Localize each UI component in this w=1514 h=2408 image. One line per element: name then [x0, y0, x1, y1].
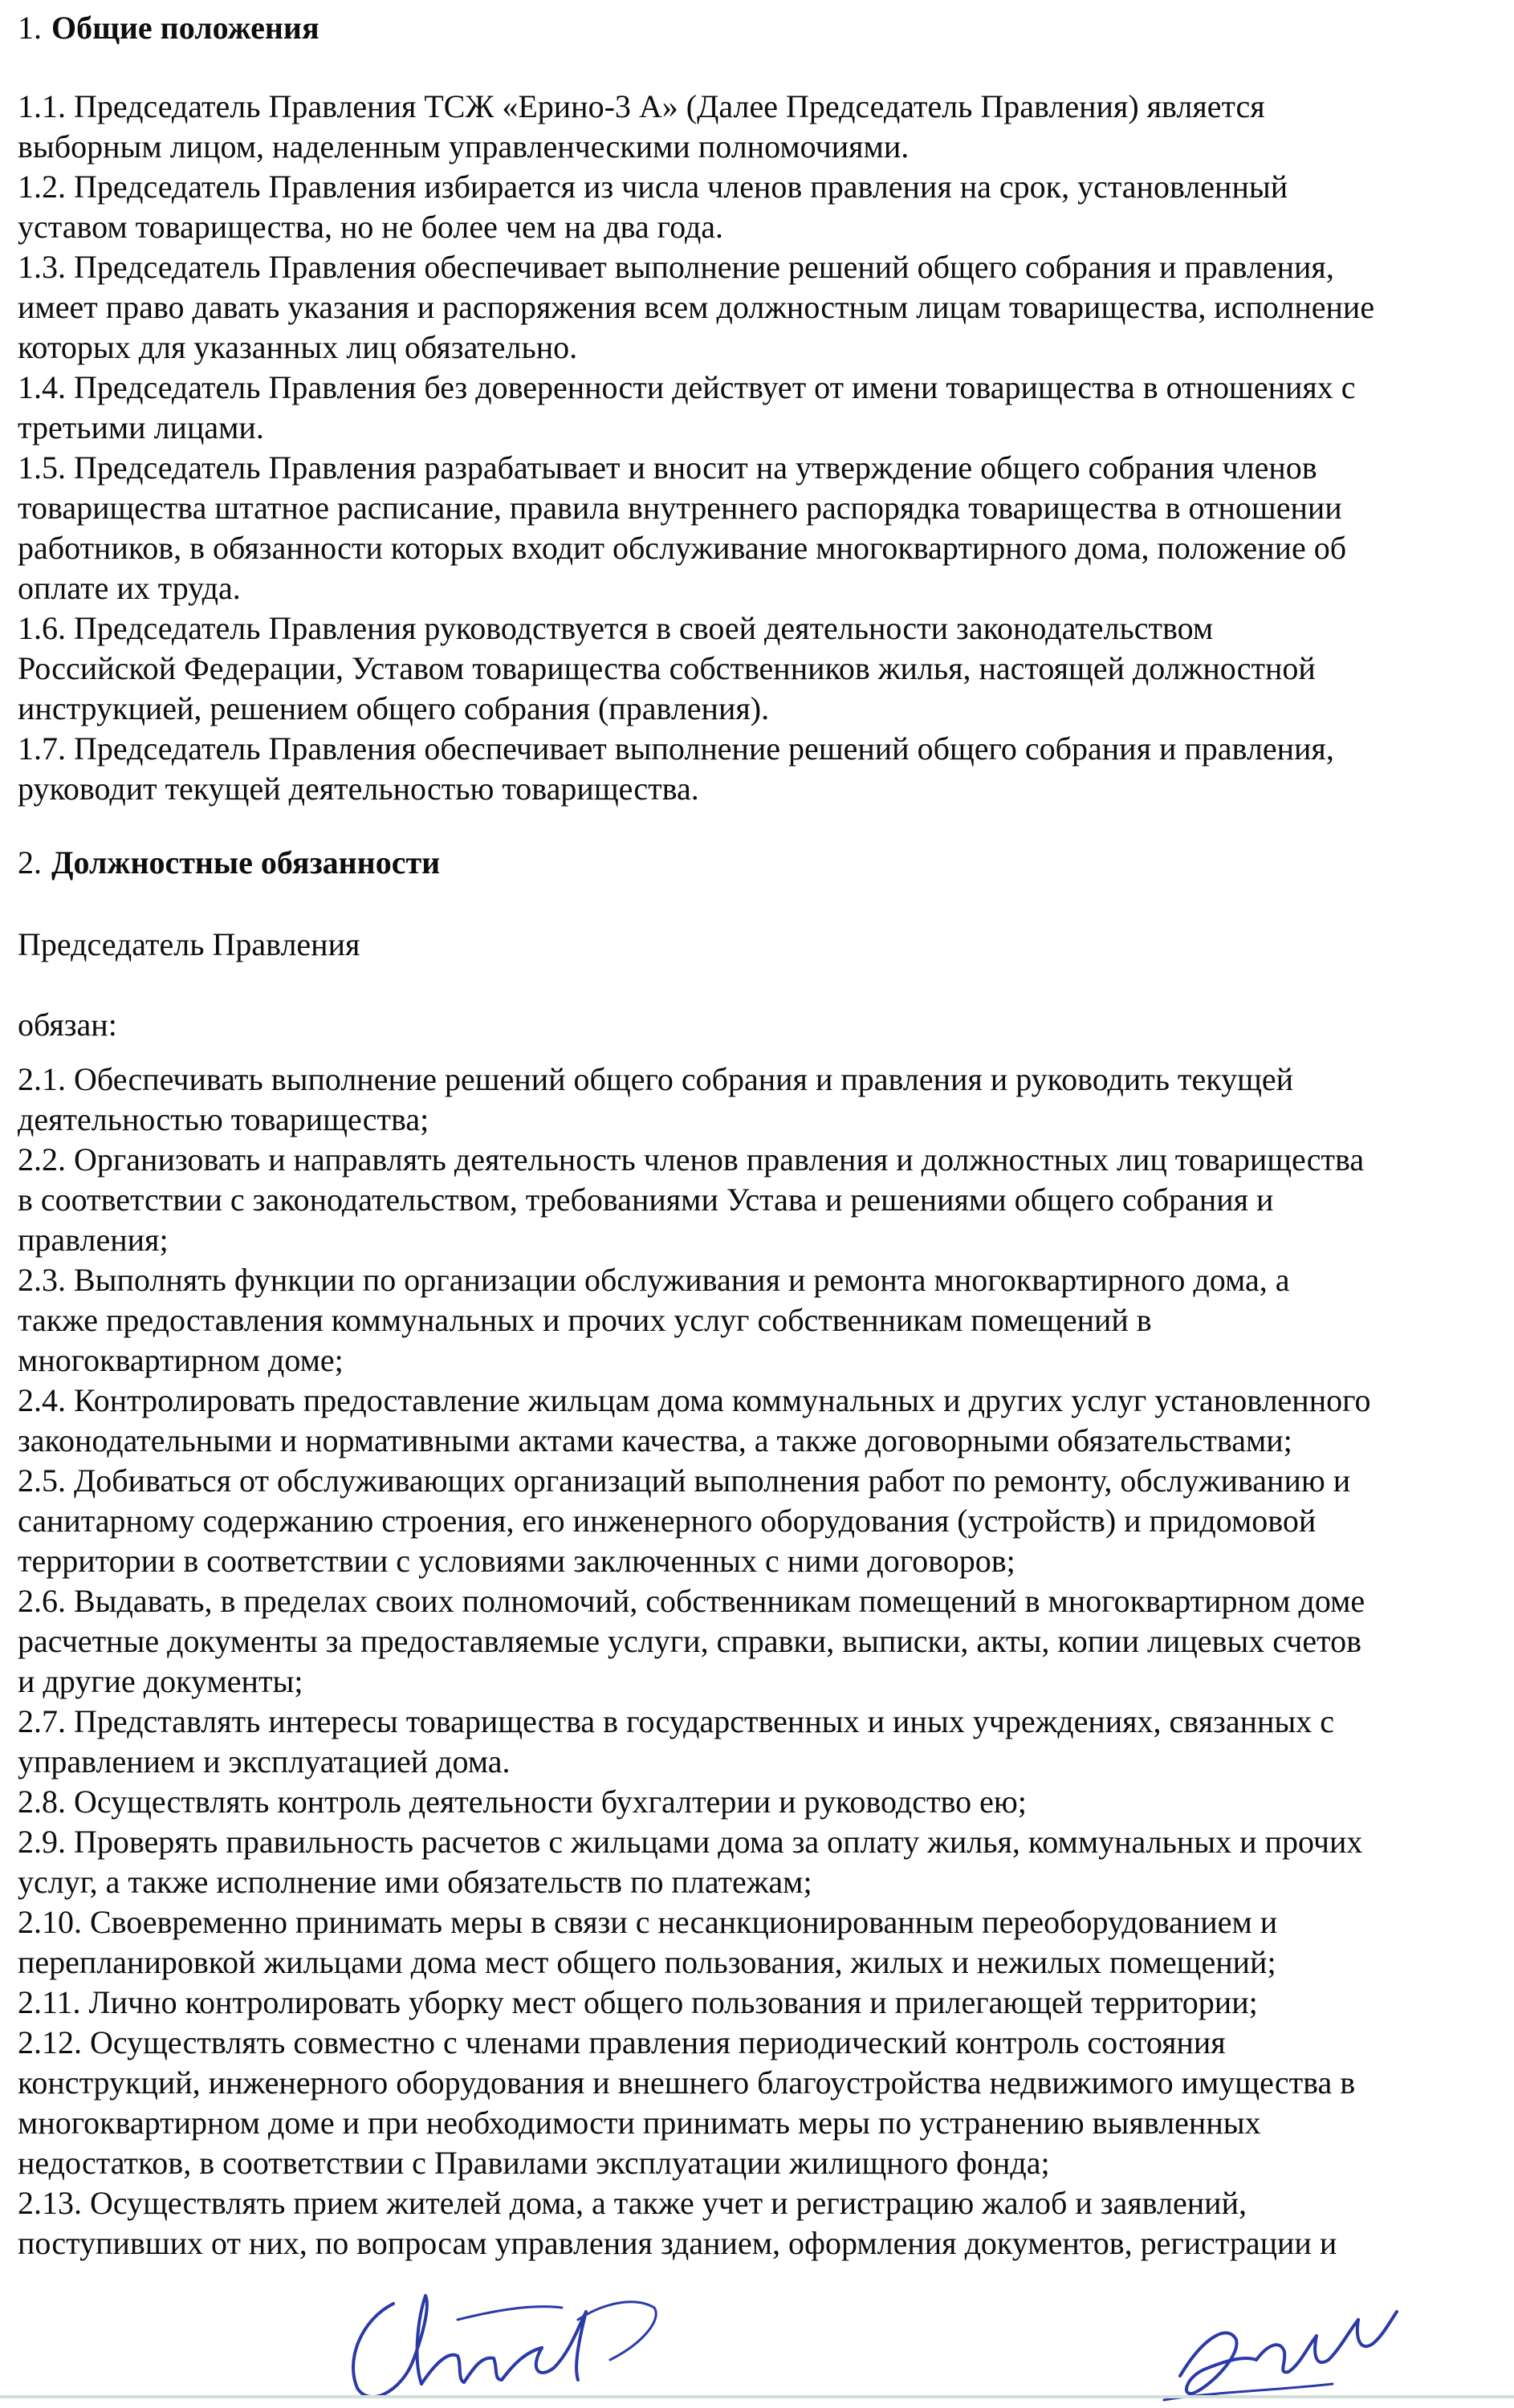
subject-line: Председатель Правления — [18, 926, 360, 962]
text-line: руководит текущей деятельностью товарищества. — [18, 771, 699, 807]
text-line: 2.2. Организовать и направлять деятельность членов правления и должностных лиц товарищества — [18, 1141, 1365, 1178]
text-line: 2.8. Осуществлять контроль деятельности бухгалтерии и руководство ею; — [18, 1784, 1027, 1820]
text-line: 1.7. Председатель Правления обеспечивает выполнение решений общего собрания и правления, — [18, 730, 1334, 767]
text-line: 1.4. Председатель Правления без доверенности действует от имени товарищества в отношениях с — [18, 369, 1356, 405]
obliged-line: обязан: — [18, 1007, 117, 1043]
text-line: 2.13. Осуществлять прием жителей дома, а также учет и регистрацию жалоб и заявлений, — [18, 2185, 1247, 2221]
text-line: 1.6. Председатель Правления руководствуется в своей деятельности законодательством — [18, 610, 1214, 646]
page-edge-line — [0, 2395, 1514, 2398]
text-line: 2.5. Добиваться от обслуживающих организаций выполнения работ по ремонту, обслуживанию и — [18, 1462, 1351, 1499]
text-line: 1.2. Председатель Правления избирается из числа членов правления на срок, установленный — [18, 169, 1288, 205]
text-line: уставом товарищества, но не более чем на два года. — [18, 209, 724, 245]
text-line: в соответствии с законодательством, требованиями Устава и решениями общего собрания и — [18, 1182, 1274, 1218]
section-2-title: Должностные обязанности — [51, 844, 441, 881]
text-line: поступивших от них, по вопросам управления зданием, оформления документов, регистрации и — [18, 2225, 1337, 2261]
text-line: деятельностью товарищества; — [18, 1101, 429, 1137]
text-line: многоквартирном доме; — [18, 1342, 344, 1378]
text-line: 2.6. Выдавать, в пределах своих полномочий, собственникам помещений в многоквартирном доме — [18, 1583, 1365, 1619]
text-line: также предоставления коммунальных и прочих услуг собственникам помещений в — [18, 1302, 1152, 1338]
text-line: конструкций, инженерного оборудования и внешнего благоустройства недвижимого имущества в — [18, 2064, 1356, 2101]
section-1-title: Общие положения — [51, 10, 319, 46]
text-line: 1.1. Председатель Правления ТСЖ «Ерино-3 А» (Далее Председатель Правления) является — [18, 88, 1265, 124]
text-line: 2.11. Лично контролировать уборку мест общего пользования и прилегающей территории; — [18, 1984, 1258, 2020]
text-line: и другие документы; — [18, 1663, 303, 1699]
text-line: расчетные документы за предоставляемые услуги, справки, выписки, акты, копии лицевых счетов — [18, 1623, 1361, 1659]
text-line: 2.1. Обеспечивать выполнение решений общего собрания и правления и руководить текущей — [18, 1061, 1294, 1097]
section-1-number: 1. — [18, 10, 42, 46]
text-line: 2.10. Своевременно принимать меры в связи с несанкционированным переоборудованием и — [18, 1904, 1278, 1940]
text-line: управлением и эксплуатацией дома. — [18, 1743, 511, 1780]
text-line: 2.3. Выполнять функции по организации обслуживания и ремонта многоквартирного дома, а — [18, 1262, 1290, 1298]
text-line: оплате их труда. — [18, 570, 241, 606]
section-2-number: 2. — [18, 844, 42, 881]
text-line: 2.7. Представлять интересы товарищества в государственных и иных учреждениях, связанных с — [18, 1703, 1335, 1739]
text-line: работников, в обязанности которых входит обслуживание многоквартирного дома, положение об — [18, 530, 1347, 566]
text-line: перепланировкой жильцами дома мест общего пользования, жилых и нежилых помещений; — [18, 1944, 1276, 1980]
section-2-heading — [18, 843, 440, 883]
text-line: 2.9. Проверять правильность расчетов с жильцами дома за оплату жилья, коммунальных и прочих — [18, 1824, 1363, 1860]
text-line: санитарному содержанию строения, его инженерного оборудования (устройств) и придомовой — [18, 1503, 1317, 1539]
text-line: инструкцией, решением общего собрания (правления). — [18, 690, 770, 726]
text-line: правления; — [18, 1222, 169, 1258]
text-line: недостатков, в соответствии с Правилами эксплуатации жилищного фонда; — [18, 2145, 1050, 2181]
signature-right — [1148, 2280, 1413, 2408]
text-line: 2.12. Осуществлять совместно с членами правления периодический контроль состояния — [18, 2024, 1226, 2060]
text-line: многоквартирном доме и при необходимости принимать меры по устранению выявленных — [18, 2105, 1261, 2141]
section-1-heading — [18, 8, 319, 48]
text-line: которых для указанных лиц обязательно. — [18, 329, 578, 365]
text-line: выборным лицом, наделенным управленческими полномочиями. — [18, 128, 910, 165]
text-line: третьими лицами. — [18, 409, 264, 445]
text-line: территории в соответствии с условиями заключенных с ними договоров; — [18, 1543, 1015, 1579]
text-line: Российской Федерации, Уставом товарищества собственников жилья, настоящей должностной — [18, 650, 1316, 686]
text-line: 2.4. Контролировать предоставление жильцам дома коммунальных и других услуг установленного — [18, 1382, 1371, 1418]
signature-left — [337, 2272, 682, 2408]
text-line: товарищества штатное расписание, правила внутреннего распорядка товарищества в отношении — [18, 490, 1342, 526]
text-line: 1.3. Председатель Правления обеспечивает выполнение решений общего собрания и правления, — [18, 249, 1334, 285]
text-line: имеет право давать указания и распоряжения всем должностным лицам товарищества, исполнение — [18, 289, 1375, 325]
text-line: законодательными и нормативными актами качества, а также договорными обязательствами; — [18, 1422, 1292, 1458]
text-line: 1.5. Председатель Правления разрабатывает и вносит на утверждение общего собрания членов — [18, 449, 1317, 486]
text-line: услуг, а также исполнение ими обязательств по платежам; — [18, 1864, 812, 1900]
